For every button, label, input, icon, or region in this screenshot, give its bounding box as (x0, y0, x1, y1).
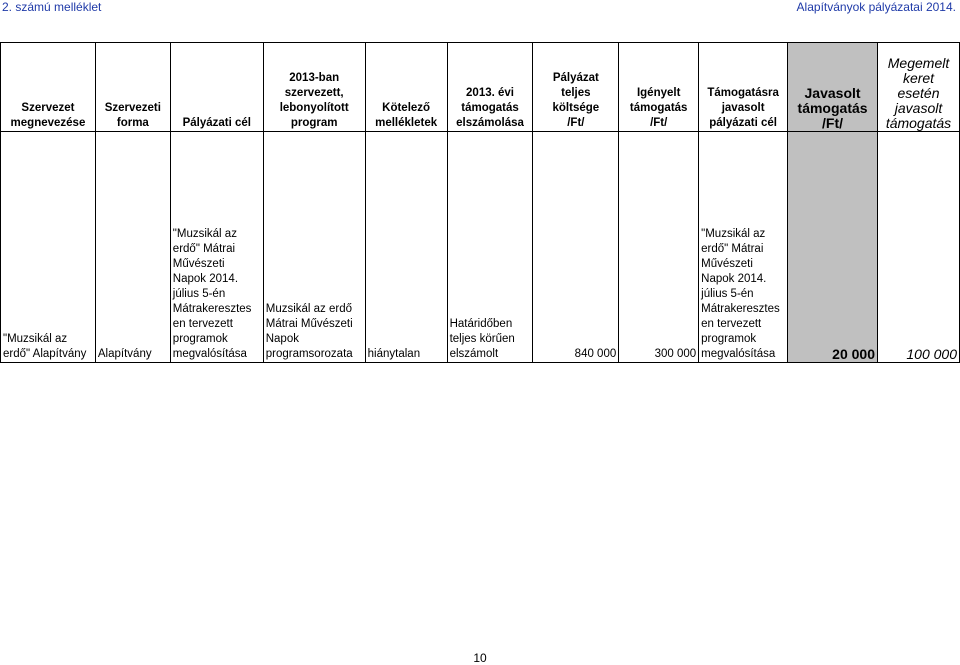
cell-program-2013: Muzsikál az erdő Mátrai Művészeti Napok programsorozata (263, 132, 365, 363)
col-header-requested: Igényelt támogatás /Ft/ (619, 43, 699, 132)
col-header-goal: Pályázati cél (170, 43, 263, 132)
header-row (1, 43, 960, 132)
sheet-title: Alapítványok pályázatai 2014. (796, 0, 956, 14)
cell-increased-support: 100 000 (878, 132, 960, 363)
cell-total-cost: 840 000 (533, 132, 619, 363)
cell-organization: "Muzsikál az erdő" Alapítvány (1, 132, 96, 363)
cell-form: Alapítvány (95, 132, 170, 363)
cell-attachments: hiánytalan (365, 132, 447, 363)
col-header-total-cost: Pályázat teljes költsége /Ft/ (533, 43, 619, 132)
col-header-increased-support: Megemelt keret esetén javasolt támogatás (878, 43, 960, 132)
col-header-attachments: Kötelező mellékletek (365, 43, 447, 132)
col-header-organization: Szervezet megnevezése (1, 43, 96, 132)
cell-requested: 300 000 (619, 132, 699, 363)
applications-table (0, 42, 960, 363)
table-row (1, 132, 960, 363)
col-header-settlement: 2013. évi támogatás elszámolása (447, 43, 533, 132)
sheet-label: 2. számú melléklet (2, 0, 102, 14)
cell-settlement: Határidőben teljes körűen elszámolt (447, 132, 533, 363)
col-header-proposed-goal: Támogatásra javasolt pályázati cél (699, 43, 788, 132)
cell-proposed-goal: "Muzsikál az erdő" Mátrai Művészeti Napok 2014. július 5-én Mátrakeresztes en tervezett programok megvalósítása (699, 132, 788, 363)
cell-proposed-support: 20 000 (788, 132, 878, 363)
col-header-program-2013: 2013-ban szervezett, lebonyolított program (263, 43, 365, 132)
cell-goal: "Muzsikál az erdő" Mátrai Művészeti Napok 2014. július 5-én Mátrakeresztes en tervezett programok megvalósítása (170, 132, 263, 363)
page-number: 10 (473, 651, 487, 665)
col-header-form: Szervezeti forma (95, 43, 170, 132)
col-header-proposed-support: Javasolt támogatás /Ft/ (788, 43, 878, 132)
